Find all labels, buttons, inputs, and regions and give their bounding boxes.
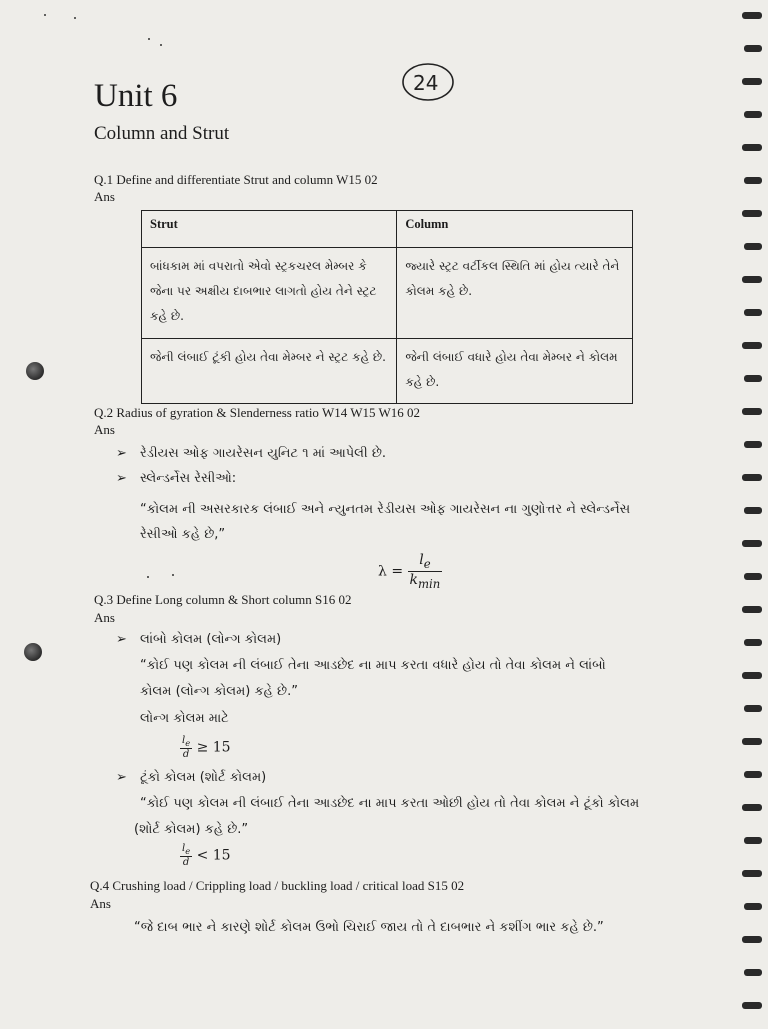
formula-numerator: l [182,735,186,746]
page-speck [148,38,150,40]
definition-text: “કોઈ પણ કોલમ ની લંબાઈ તેના આડછેદ ના માપ કરતા ઓછી હોય તો તેવા કોલમ ને ટૂંકો કોલમ [140,796,640,811]
formula-numerator-sub: e [185,846,191,856]
formula-lhs: λ = [378,563,404,580]
page-speck [44,14,46,16]
punch-hole-icon [24,643,42,661]
answer-label-3: Ans [94,610,115,625]
question-1: Q.1 Define and differentiate Strut and column W15 02 [94,172,378,187]
page-speck [74,17,76,19]
definition-text: “જે દાબ ભાર ને કારણે શોર્ટ કોલમ ઉભો ચિરાઈ જાય તો તે દાબભાર ને કશીંગ ભાર કહે છે.” [134,920,604,935]
page-speck [147,576,149,578]
formula-denominator-sub: min [418,576,441,591]
table-header-row [142,211,633,248]
bullet-text: રેડીયસ ઓફ ગાયરેસન યુનિટ ૧ માં આપેલી છે. [140,446,387,461]
long-column-label: લોન્ગ કોલમ માટે [140,711,229,726]
spiral-binding-icon [738,0,768,1024]
formula-fraction [180,735,192,760]
list-item [116,632,281,647]
table-header-strut: Strut [142,211,397,248]
handwritten-page-number [400,60,456,104]
list-item [116,471,236,486]
definition-text: “કોઈ પણ કોલમ ની લંબાઈ તેના આડછેદ ના માપ કરતા વધારે હોય તો તેવા કોલમ ને લાંબો [140,658,606,673]
page-speck [160,44,162,46]
definition-text: “કોલમ ની અસરકારક લંબાઈ અને ન્યુનતમ રેડીયસ ઓફ ગાયરેસન ના ગુણોત્તર ને સ્લેન્ડર્નેસ [140,502,631,517]
formula-denominator: d [182,749,190,760]
formula-relation: < 15 [196,847,231,864]
question-4: Q.4 Crushing load / Crippling load / buckling load / critical load S15 02 [90,878,465,893]
long-column-formula [180,735,231,760]
table-header-column: Column [397,211,633,248]
unit-subtitle: Column and Strut [94,123,230,144]
unit-title: Unit 6 [94,78,178,114]
arrow-bullet-icon: ➢ [116,471,127,486]
table-row [142,248,633,339]
formula-numerator: l [182,843,186,854]
answer-label-4: Ans [90,896,111,911]
page-number-text: 24 [413,71,439,95]
circled-number-icon [400,60,456,104]
table-cell: જેની લંબાઈ વધારે હોય તેવા મેમ્બર ને કોલમ કહે છે. [397,339,633,404]
formula-numerator-sub: e [185,738,191,748]
formula-denominator: d [182,857,190,868]
strut-column-table [141,210,633,404]
formula-fraction [180,843,192,868]
arrow-bullet-icon: ➢ [116,632,127,647]
table-cell: જેની લંબાઈ ટૂંકી હોય તેવા મેમ્બર ને સ્ટ્રટ કહે છે. [142,339,397,404]
punch-hole-icon [26,362,44,380]
spiral-binding [738,0,768,1024]
table-cell: જ્યારે સ્ટ્રટ વર્ટીકલ સ્થિતિ માં હોય ત્યારે તેને કોલમ કહે છે. [397,248,633,339]
formula-fraction [408,552,443,591]
short-column-formula [180,843,231,868]
formula-numerator-sub: e [423,556,431,571]
table-row [142,339,633,404]
formula-numerator: l [419,552,424,568]
answer-label-2: Ans [94,422,115,437]
list-item [116,770,266,785]
answer-label-1: Ans [94,189,115,204]
table-cell: બાંધકામ માં વપરાતો એવો સ્ટ્રકચરલ મેમ્બર કે જેના પર અક્ષીય દાબભાર લાગતો હોય તેને સ્ટ્રટ કહે છે. [142,248,397,339]
bullet-text: સ્લેન્ડર્નેસ રેસીઓ: [140,471,237,486]
list-item [116,446,386,461]
formula-denominator: k [409,571,418,588]
question-3: Q.3 Define Long column & Short column S16 02 [94,592,352,607]
slenderness-formula [378,552,442,591]
page-speck [172,574,174,576]
formula-relation: ≥ 15 [196,739,231,756]
question-2: Q.2 Radius of gyration & Slenderness ratio W14 W15 W16 02 [94,405,421,420]
definition-text: કોલમ (લોન્ગ કોલમ) કહે છે.” [140,684,298,699]
arrow-bullet-icon: ➢ [116,770,127,785]
definition-text: રેસીઓ કહે છે,” [140,527,226,542]
bullet-text: ટૂંકો કોલમ (શોર્ટ કોલમ) [140,770,267,785]
bullet-text: લાંબો કોલમ (લોન્ગ કોલમ) [140,632,282,647]
definition-text: (શોર્ટ કોલમ) કહે છે.” [134,822,249,837]
arrow-bullet-icon: ➢ [116,446,127,461]
